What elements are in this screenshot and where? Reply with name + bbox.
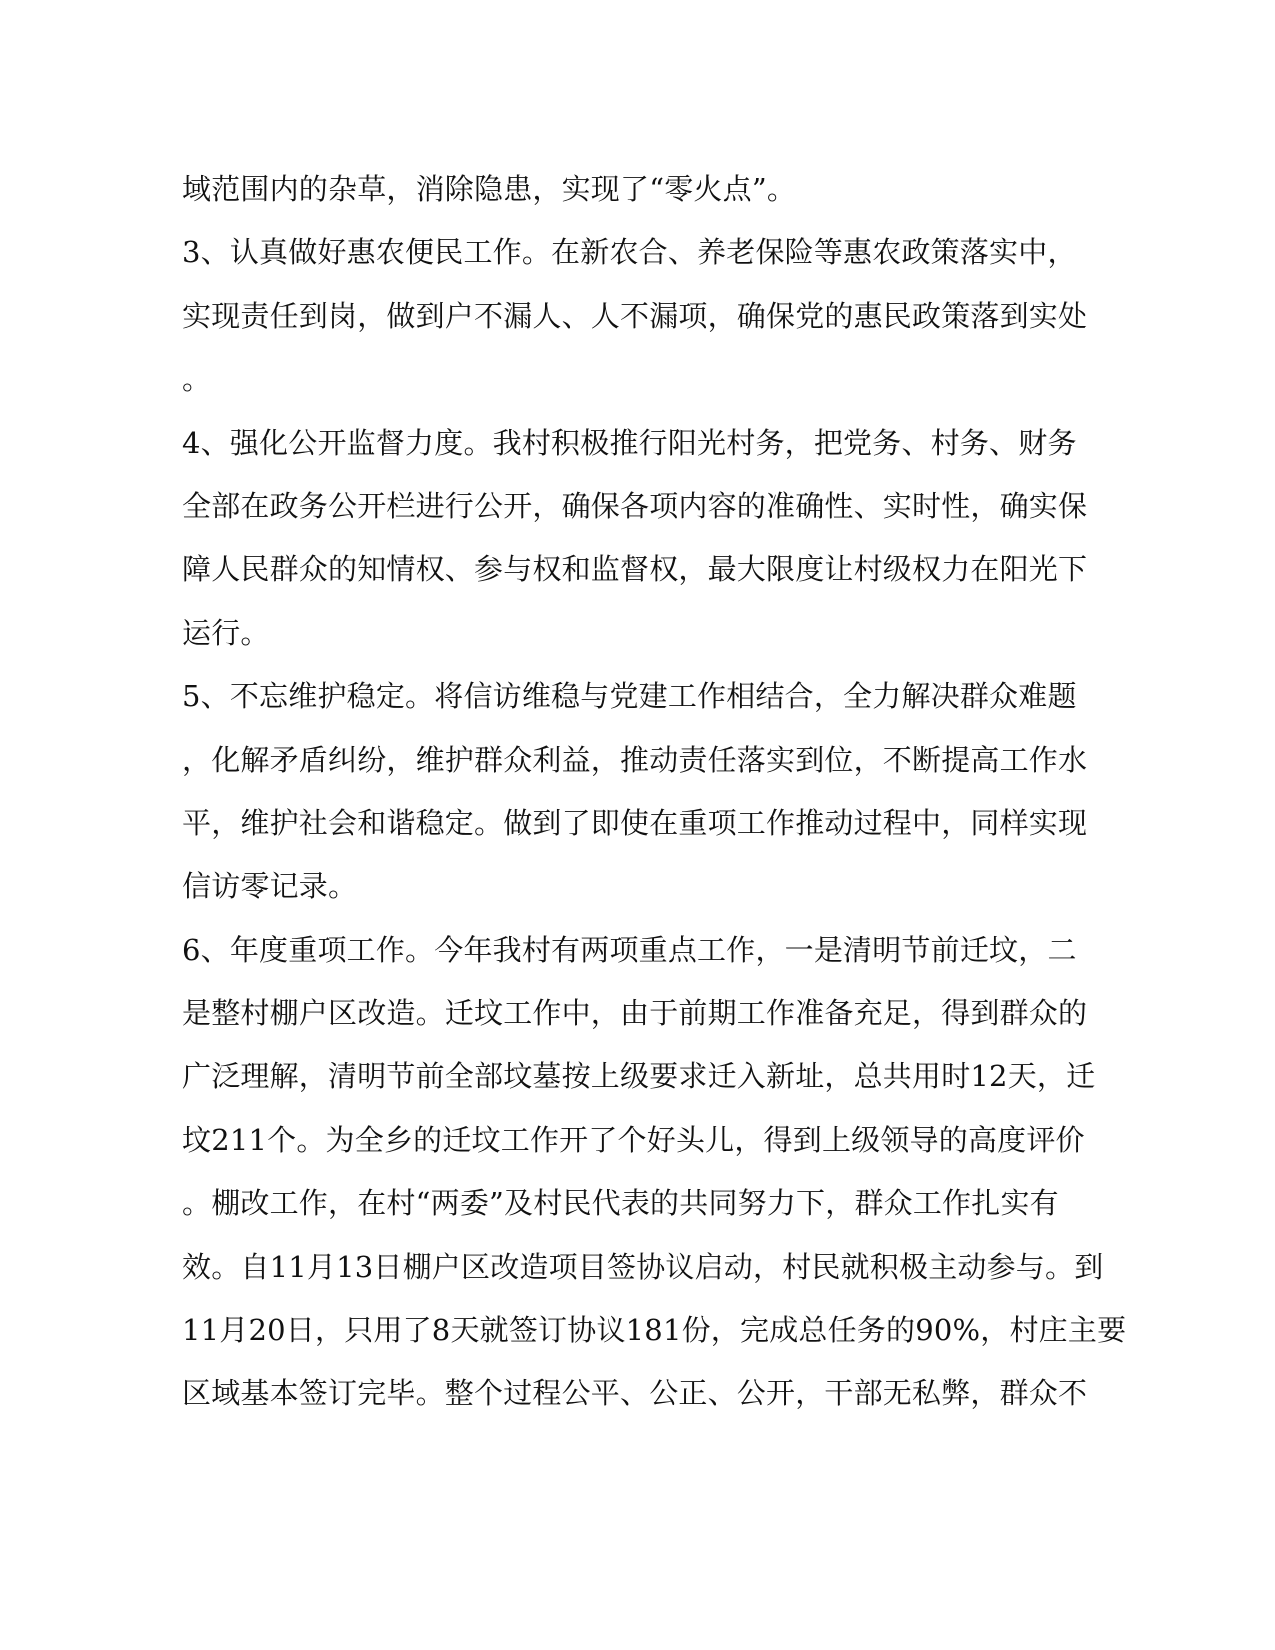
text-line: 效。自11月13日棚户区改造项目签协议启动，村民就积极主动参与。到: [182, 1249, 1104, 1284]
text-line: 坟211个。为全乡的迁坟工作开了个好头儿，得到上级领导的高度评价: [182, 1122, 1085, 1157]
text-line: 平，维护社会和谐稳定。做到了即使在重项工作推动过程中，同样实现: [182, 805, 1088, 840]
text-line: 全部在政务公开栏进行公开，确保各项内容的准确性、实时性，确实保: [182, 488, 1088, 523]
text-line: 6、年度重项工作。今年我村有两项重点工作，一是清明节前迁坟，二: [182, 932, 1077, 967]
text-line: 5、不忘维护稳定。将信访维稳与党建工作相结合，全力解决群众难题: [182, 679, 1077, 714]
text-line: 是整村棚户区改造。迁坟工作中，由于前期工作准备充足，得到群众的: [182, 996, 1088, 1031]
text-line: 域范围内的杂草，消除隐患，实现了“零火点”。: [182, 172, 797, 206]
document-body: [182, 158, 1127, 1426]
text-line: 信访零记录。: [182, 869, 358, 904]
text-line: 运行。: [182, 615, 270, 650]
text-line: 广泛理解，清明节前全部坟墓按上级要求迁入新址，总共用时12天，迁: [182, 1059, 1096, 1094]
text-line: 11月20日，只用了8天就签订协议181份，完成总任务的90%，村庄主要: [182, 1313, 1127, 1348]
text-line: 。: [182, 362, 212, 397]
text-line: 4、强化公开监督力度。我村积极推行阳光村务，把党务、村务、财务: [182, 425, 1077, 460]
text-line: 。棚改工作，在村“两委”及村民代表的共同努力下，群众工作扎实有: [182, 1186, 1059, 1221]
text-line: 3、认真做好惠农便民工作。在新农合、养老保险等惠农政策落实中，: [182, 235, 1077, 270]
text-line: ，化解矛盾纠纷，维护群众利益，推动责任落实到位，不断提高工作水: [182, 742, 1088, 777]
text-line: 障人民群众的知情权、参与权和监督权，最大限度让村级权力在阳光下: [182, 552, 1088, 587]
text-line: 实现责任到岗，做到户不漏人、人不漏项，确保党的惠民政策落到实处: [182, 298, 1088, 333]
text-line: 区域基本签订完毕。整个过程公平、公正、公开，干部无私弊，群众不: [182, 1376, 1088, 1411]
